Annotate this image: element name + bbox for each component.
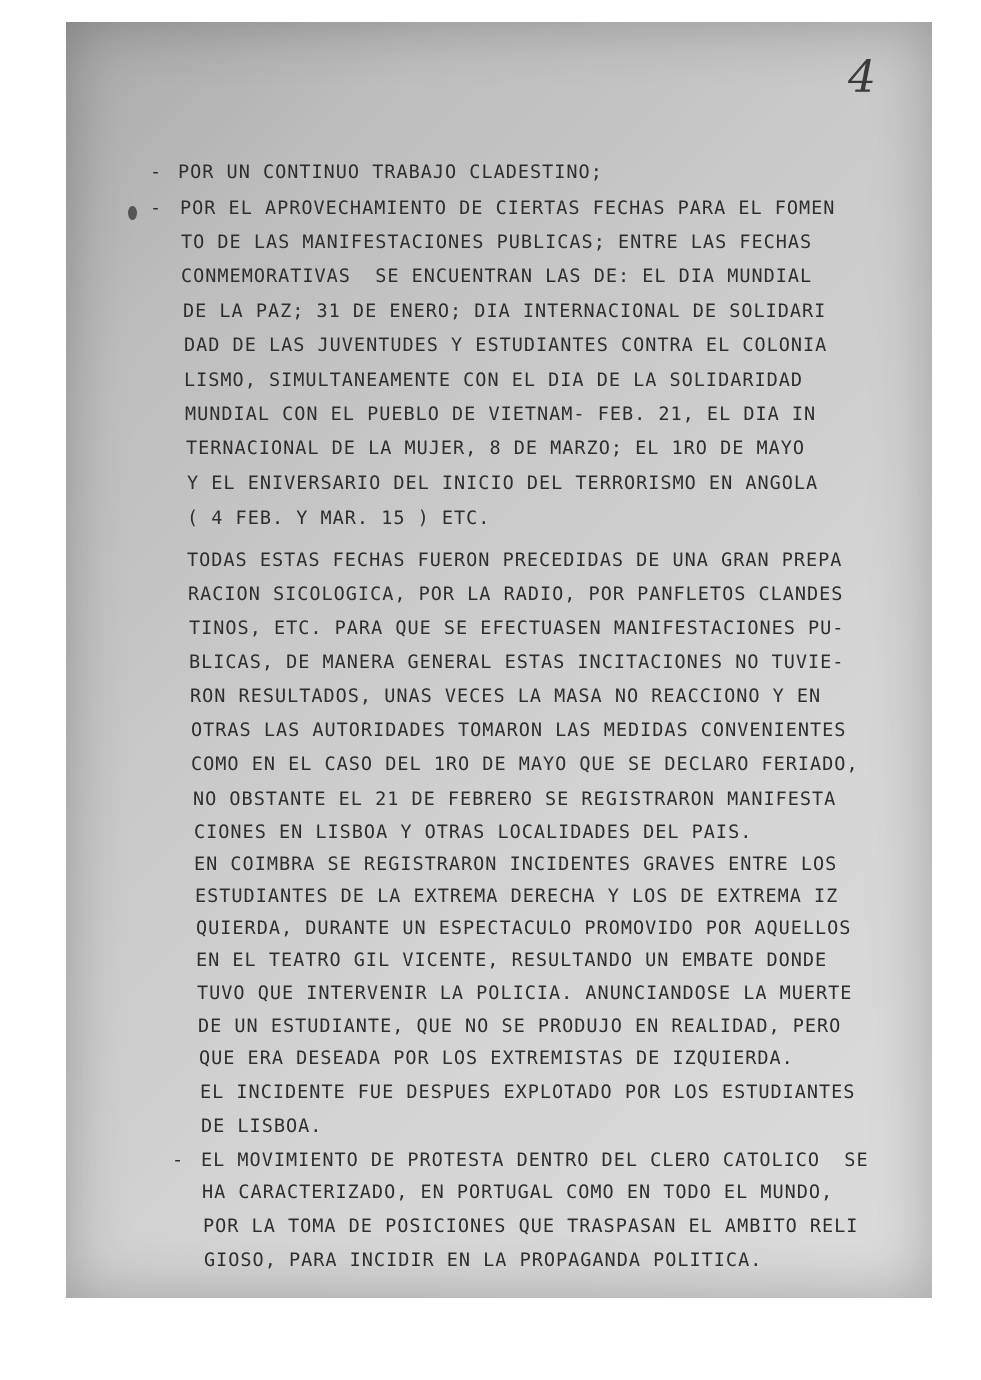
text-line: Y EL ENIVERSARIO DEL INICIO DEL TERRORISMO EN ANGOLA bbox=[187, 473, 819, 494]
text-line: DE LISBOA. bbox=[201, 1116, 323, 1137]
list-bullet-dash: - bbox=[150, 198, 162, 219]
text-line: RON RESULTADOS, UNAS VECES LA MASA NO REACCIONO Y EN bbox=[190, 686, 822, 707]
text-line: ( 4 FEB. Y MAR. 15 ) ETC. bbox=[187, 508, 491, 529]
text-line: TODAS ESTAS FECHAS FUERON PRECEDIDAS DE UNA GRAN PREPA bbox=[187, 550, 843, 571]
text-line: NO OBSTANTE EL 21 DE FEBRERO SE REGISTRARON MANIFESTA bbox=[193, 789, 837, 810]
text-line: OTRAS LAS AUTORIDADES TOMARON LAS MEDIDAS CONVENIENTES bbox=[191, 720, 847, 741]
text-line: RACION SICOLOGICA, POR LA RADIO, POR PANFLETOS CLANDES bbox=[188, 584, 844, 605]
text-line: HA CARACTERIZADO, EN PORTUGAL COMO EN TODO EL MUNDO, bbox=[202, 1182, 834, 1203]
text-line: QUIERDA, DURANTE UN ESPECTACULO PROMOVIDO POR AQUELLOS bbox=[196, 918, 852, 939]
text-line: GIOSO, PARA INCIDIR EN LA PROPAGANDA POLITICA. bbox=[204, 1250, 763, 1271]
text-line: EL MOVIMIENTO DE PROTESTA DENTRO DEL CLERO CATOLICO SE bbox=[201, 1150, 869, 1171]
text-line: TINOS, ETC. PARA QUE SE EFECTUASEN MANIFESTACIONES PU- bbox=[189, 618, 845, 639]
text-line: LISMO, SIMULTANEAMENTE CON EL DIA DE LA SOLIDARIDAD bbox=[184, 370, 804, 391]
text-line: TO DE LAS MANIFESTACIONES PUBLICAS; ENTRE LAS FECHAS bbox=[181, 232, 813, 253]
text-line: TERNACIONAL DE LA MUJER, 8 DE MARZO; EL 1RO DE MAYO bbox=[186, 438, 806, 459]
text-line: CIONES EN LISBOA Y OTRAS LOCALIDADES DEL PAIS. bbox=[194, 822, 753, 843]
text-line: EN EL TEATRO GIL VICENTE, RESULTANDO UN EMBATE DONDE bbox=[196, 950, 828, 971]
text-line: POR UN CONTINUO TRABAJO CLADESTINO; bbox=[178, 162, 603, 183]
text-line: DE UN ESTUDIANTE, QUE NO SE PRODUJO EN REALIDAD, PERO bbox=[198, 1016, 842, 1037]
text-line: POR LA TOMA DE POSICIONES QUE TRASPASAN EL AMBITO RELI bbox=[203, 1216, 859, 1237]
text-line: TUVO QUE INTERVENIR LA POLICIA. ANUNCIANDOSE LA MUERTE bbox=[197, 983, 853, 1004]
text-line: POR EL APROVECHAMIENTO DE CIERTAS FECHAS PARA EL FOMEN bbox=[180, 198, 836, 219]
text-line: BLICAS, DE MANERA GENERAL ESTAS INCITACIONES NO TUVIE- bbox=[189, 652, 845, 673]
page-number: 4 bbox=[848, 52, 876, 103]
text-line: MUNDIAL CON EL PUEBLO DE VIETNAM- FEB. 21, EL DIA IN bbox=[185, 404, 817, 425]
text-line: EN COIMBRA SE REGISTRARON INCIDENTES GRAVES ENTRE LOS bbox=[194, 854, 838, 875]
text-line: EL INCIDENTE FUE DESPUES EXPLOTADO POR LOS ESTUDIANTES bbox=[200, 1082, 856, 1103]
list-bullet-dash: - bbox=[150, 162, 162, 183]
text-line: DE LA PAZ; 31 DE ENERO; DIA INTERNACIONAL DE SOLIDARI bbox=[183, 301, 827, 322]
text-line: QUE ERA DESEADA POR LOS EXTREMISTAS DE IZQUIERDA. bbox=[199, 1048, 794, 1069]
text-line: DAD DE LAS JUVENTUDES Y ESTUDIANTES CONTRA EL COLONIA bbox=[184, 335, 828, 356]
list-bullet-dash: - bbox=[172, 1150, 184, 1171]
text-line: ESTUDIANTES DE LA EXTREMA DERECHA Y LOS DE EXTREMA IZ bbox=[195, 886, 839, 907]
margin-mark bbox=[128, 206, 137, 220]
text-line: CONMEMORATIVAS SE ENCUENTRAN LAS DE: EL DIA MUNDIAL bbox=[181, 266, 813, 287]
text-line: COMO EN EL CASO DEL 1RO DE MAYO QUE SE DECLARO FERIADO, bbox=[191, 754, 859, 775]
